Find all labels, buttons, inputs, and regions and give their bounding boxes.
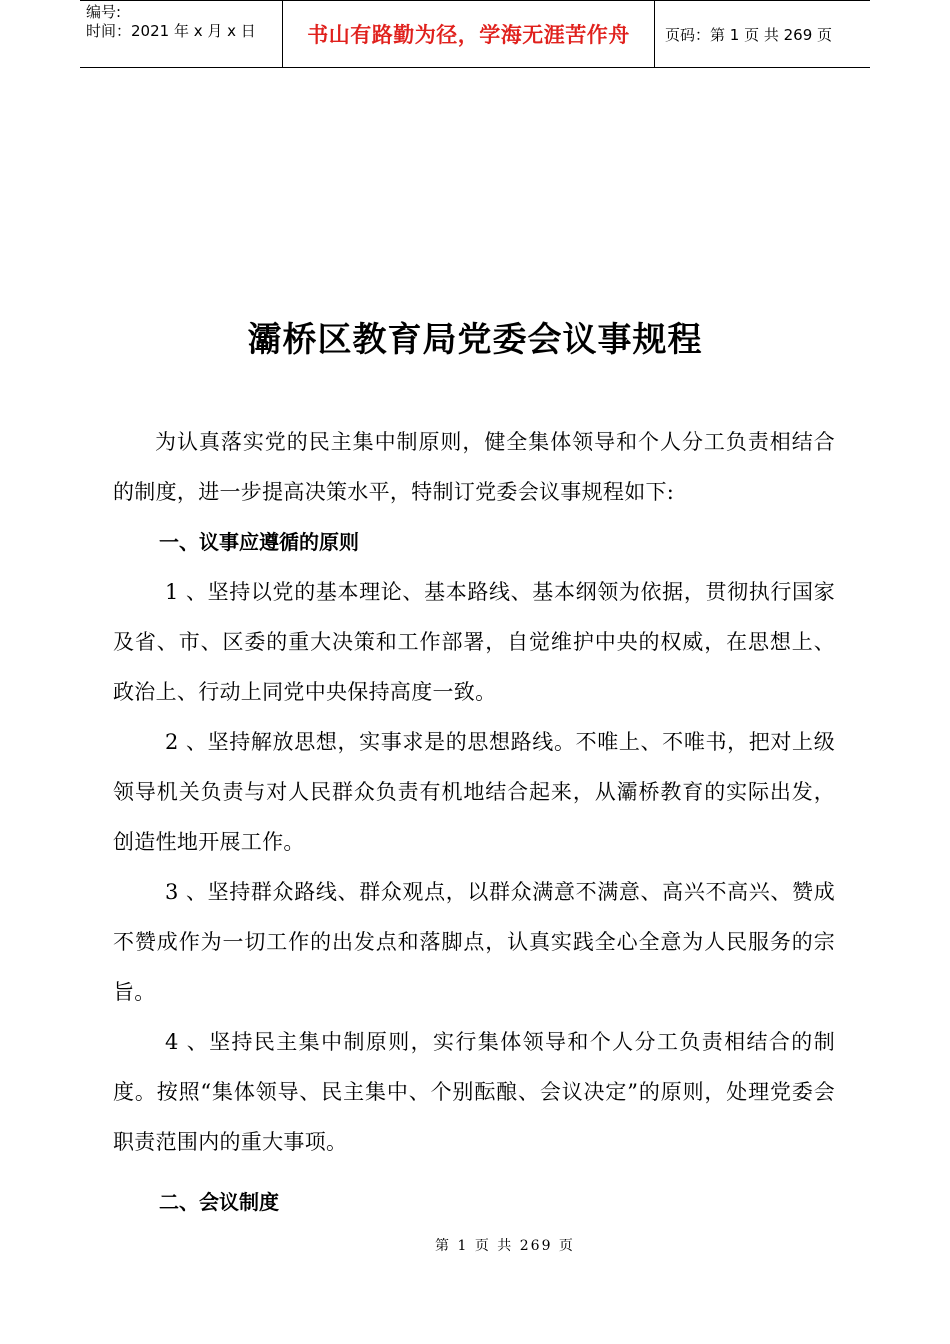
section-heading-principles: 一、议事应遵循的原则 <box>159 530 359 554</box>
principle-item-2: 2 、坚持解放思想，实事求是的思想路线。不唯上、不唯书，把对上级领导机关负责与对人民群众负责有机地结合起来，从灞桥教育的实际出发，创造性地开展工作。 <box>113 730 835 854</box>
header-meta <box>80 1 282 67</box>
principle-item-4: 4 、坚持民主集中制原则，实行集体领导和个人分工负责相结合的制度。按照“集体领导、民主集中、个别酝酿、会议决定”的原则，处理党委会职责范围内的重大事项。 <box>113 1030 835 1154</box>
page-info-text: 页码：第 1 页 共 269 页 <box>665 25 833 44</box>
number-label: 编号: <box>86 3 122 21</box>
section-heading-meetings: 二、会议制度 <box>159 1190 279 1214</box>
header-page-info <box>655 1 870 67</box>
document-title: 灞桥区教育局党委会议事规程 <box>247 320 703 360</box>
motto-text: 书山有路勤为径，学海无涯苦作舟 <box>307 23 630 47</box>
principle-item-1: 1 、坚持以党的基本理论、基本路线、基本纲领为依据，贯彻执行国家及省、市、区委的重大决策和工作部署，自觉维护中央的权威，在思想上、政治上、行动上同党中央保持高度一致。 <box>113 580 835 704</box>
document-body <box>113 417 835 1227</box>
time-label: 时间：2021 年 x 月 x 日 <box>86 22 256 40</box>
intro-paragraph: 为认真落实党的民主集中制原则，健全集体领导和个人分工负责相结合的制度，进一步提高决策水平，特制订党委会议事规程如下: <box>113 430 835 504</box>
principle-item-3: 3 、坚持群众路线、群众观点，以群众满意不满意、高兴不高兴、赞成不赞成作为一切工作的出发点和落脚点，认真实践全心全意为人民服务的宗旨。 <box>113 880 835 1004</box>
header-motto-cell <box>282 1 655 67</box>
page-header <box>80 0 870 68</box>
page-footer: 第 1 页 共 269 页 <box>435 1238 575 1254</box>
